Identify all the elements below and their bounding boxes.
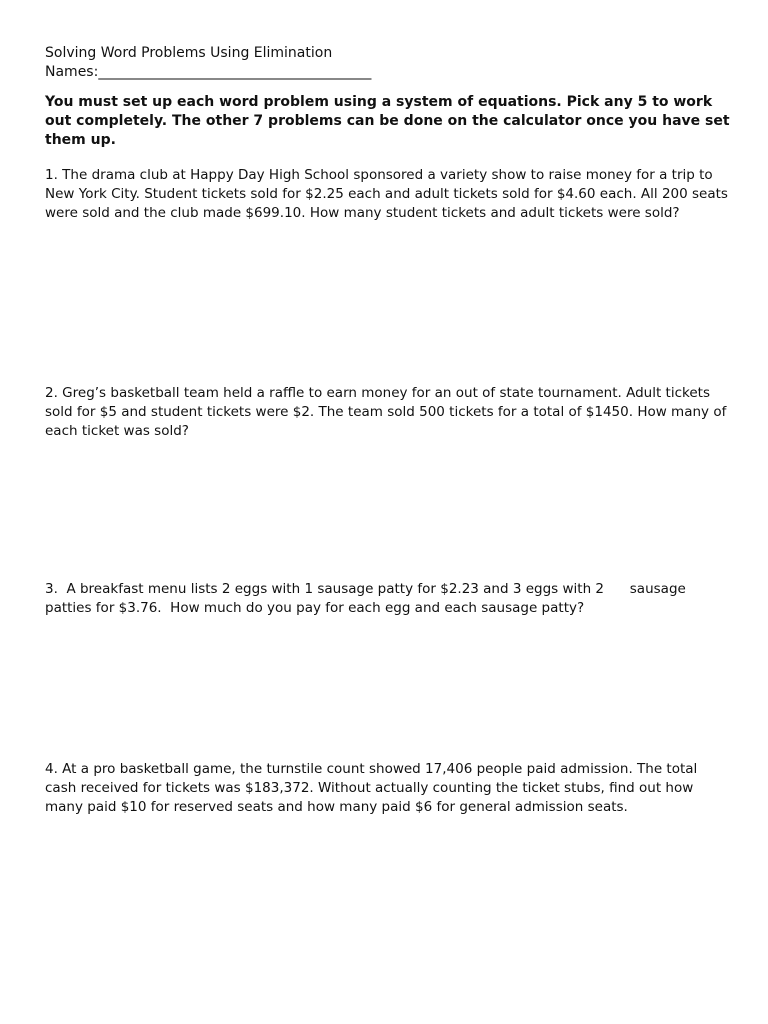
problem-3: 3. A breakfast menu lists 2 eggs with 1 sausage patty for $2.23 and 3 eggs with 2 sausage patties for $3.76. How much do you pay for each egg and each sausage patty? bbox=[45, 581, 691, 616]
instructions: You must set up each word problem using a system of equations. Pick any 5 to work out completely. The other 7 problems can be done on the calculator once you have set them up. bbox=[45, 94, 730, 148]
worksheet-title: Solving Word Problems Using Elimination bbox=[45, 45, 333, 61]
names-line: Names:_______________________________________ bbox=[45, 64, 372, 80]
problem-1: 1. The drama club at Happy Day High School sponsored a variety show to raise money for a trip to New York City. Student tickets sold for $2.25 each and adult tickets sold for $4.60 each. All 200 seats were sold and the club made $699.10. How many student tickets and adult tickets were sold? bbox=[45, 167, 728, 221]
problem-2: 2. Greg’s basketball team held a raffle to earn money for an out of state tournament. Adult tickets sold for $5 and student tickets were $2. The team sold 500 tickets for a total of $1450. How many of each ticket was sold? bbox=[45, 385, 727, 439]
worksheet-page bbox=[45, 44, 730, 815]
problem-4: 4. At a pro basketball game, the turnstile count showed 17,406 people paid admission. The total cash received for tickets was $183,372. Without actually counting the ticket stubs, find out how many paid $10 for reserved seats and how many paid $6 for general admission seats. bbox=[45, 761, 698, 815]
